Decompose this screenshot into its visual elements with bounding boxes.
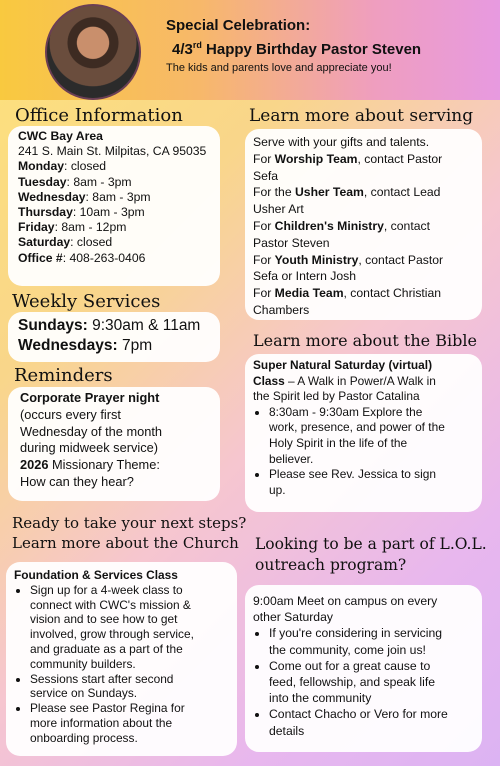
bible-bullets xyxy=(253,405,474,499)
pastor-photo xyxy=(45,4,141,100)
hours-row: Friday: 8am - 12pm xyxy=(18,220,127,235)
list-item: • Come out for a great cause to feed, fellowship, and speak life into the community xyxy=(269,658,474,707)
team-contact: For Youth Ministry, contact Pastor xyxy=(253,252,444,267)
prayer-detail: Wednesday of the month xyxy=(20,423,163,439)
serving-card: Serve with your gifts and talents. For Worship Team, contact Pastor Sefa For the Usher Team, contact Lead Usher Art For Children's Ministry, contact Pastor Steven For Youth Ministry, contact Pastor Sefa or Intern Josh For Media Team, contact Christian Chambers xyxy=(245,129,482,320)
foundation-class-card xyxy=(6,562,237,756)
team-contact: For Worship Team, contact Pastor xyxy=(253,151,443,166)
celebration-banner xyxy=(0,0,500,100)
hours-row: Thursday: 10am - 3pm xyxy=(18,205,145,220)
birthday-date-suffix: rd xyxy=(192,40,202,50)
team-contact: For the Usher Team, contact Lead xyxy=(253,185,441,200)
bible-card: Super Natural Saturday (virtual) Class – A Walk in Power/A Walk in the Spirit led by Pastor Catalina • 8:30am - 9:30am Explore the work, presence, and power of the Holy Spirit in the life of the believer. • Please see Rev. Jessica to sign up. xyxy=(245,354,482,512)
missionary-theme: 2026 Missionary Theme: xyxy=(20,457,160,473)
birthday-date: 4/3 xyxy=(172,41,193,58)
list-item: • Please see Pastor Regina for more information about the onboarding process. xyxy=(30,701,229,745)
next-steps-heading: Ready to take your next steps? Learn more about the Church xyxy=(12,514,247,552)
list-item: • 8:30am - 9:30am Explore the work, presence, and power of the Holy Spirit in the life of the believer. xyxy=(269,405,474,467)
wednesday-service: Wednesdays: 7pm xyxy=(18,337,153,354)
office-address: 241 S. Main St. Milpitas, CA 95035 xyxy=(18,144,207,159)
office-heading: Office Information xyxy=(15,105,183,126)
serving-heading: Learn more about serving xyxy=(249,106,474,126)
prayer-detail: during midweek service) xyxy=(20,440,158,456)
outreach-heading: Looking to be a part of L.O.L. outreach program? xyxy=(255,535,487,574)
hours-row: Tuesday: 8am - 3pm xyxy=(18,174,132,189)
outreach-card: 9:00am Meet on campus on every other Saturday • If you're considering in servicing the community, come join us! • Come out for a great cause to feed, fellowship, and speak life into the community • Contact Chacho or Vero for more details xyxy=(245,585,482,752)
reminders-card xyxy=(8,387,220,501)
bible-class-desc: Class – A Walk in Power/A Walk in xyxy=(253,373,436,388)
services-card xyxy=(8,312,220,362)
banner-title: Special Celebration: xyxy=(166,17,311,34)
list-item: • Sign up for a 4-week class to connect with CWC's mission & vision and to see how to get involved, grow through service, and graduate as a part of the community builders. xyxy=(30,583,229,672)
office-name: CWC Bay Area xyxy=(18,129,103,143)
theme-question: How can they hear? xyxy=(20,473,134,489)
banner-subtitle: The kids and parents love and appreciate you! xyxy=(166,62,392,74)
reminders-heading: Reminders xyxy=(14,365,113,386)
prayer-detail: (occurs every first xyxy=(20,406,121,422)
sunday-service: Sundays: 9:30am & 11am xyxy=(18,317,201,334)
list-item: • Please see Rev. Jessica to sign up. xyxy=(269,467,474,498)
birthday-line xyxy=(172,40,421,58)
services-heading: Weekly Services xyxy=(12,291,161,312)
team-contact: For Media Team, contact Christian xyxy=(253,286,442,301)
class-bullets xyxy=(14,583,229,746)
hours-row: Monday: closed xyxy=(18,159,107,174)
list-item: • Contact Chacho or Vero for more details xyxy=(269,706,474,738)
office-card xyxy=(8,126,220,286)
class-title: Foundation & Services Class xyxy=(14,568,178,582)
team-contact: For Children's Ministry, contact xyxy=(253,218,430,233)
birthday-text: Happy Birthday Pastor Steven xyxy=(201,41,422,58)
bible-heading: Learn more about the Bible xyxy=(253,331,477,350)
bible-class-title: Super Natural Saturday (virtual) xyxy=(253,358,433,372)
hours-row: Wednesday: 8am - 3pm xyxy=(18,189,151,204)
prayer-title: Corporate Prayer night xyxy=(20,390,160,405)
outreach-bullets xyxy=(253,625,474,738)
list-item: • If you're considering in servicing the community, come join us! xyxy=(269,625,474,657)
list-item: • Sessions start after second service on Sundays. xyxy=(30,672,229,702)
office-phone: Office #: 408-263-0406 xyxy=(18,250,146,265)
serving-intro: Serve with your gifts and talents. xyxy=(253,135,430,149)
hours-row: Saturday: closed xyxy=(18,235,113,250)
